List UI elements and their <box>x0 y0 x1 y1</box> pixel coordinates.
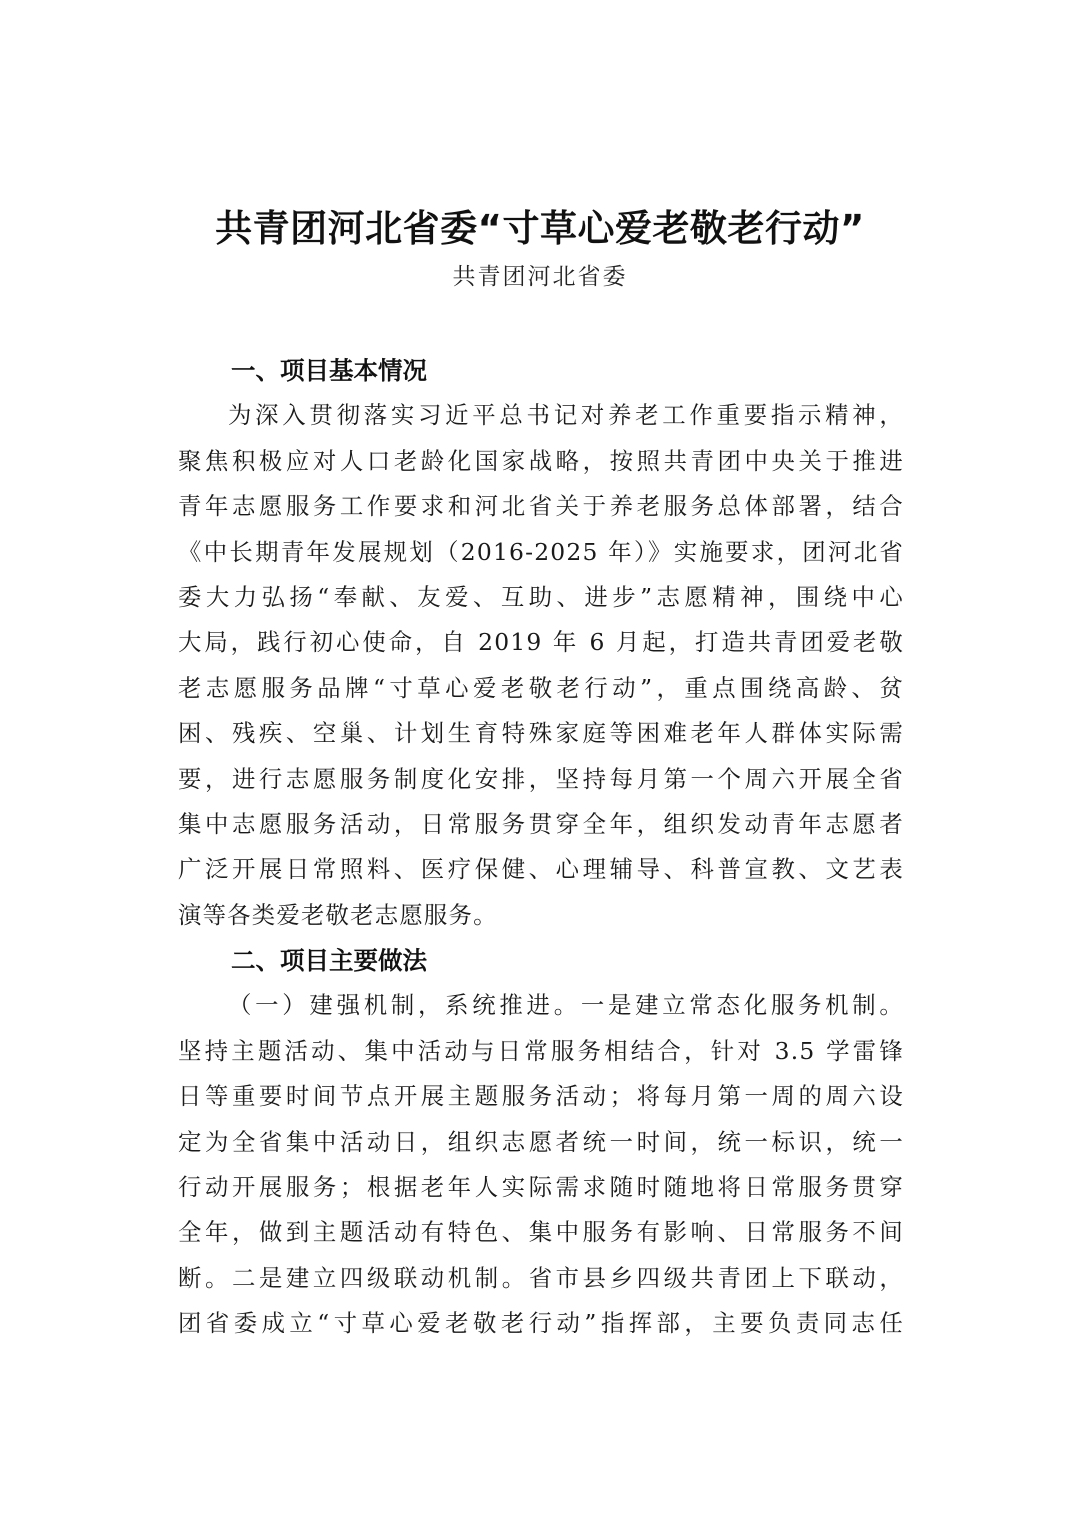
text-line: 青年志愿服务工作要求和河北省关于养老服务总体部署，结合 <box>178 492 904 521</box>
text-line: 困、残疾、空巢、计划生育特殊家庭等困难老年人群体实际需 <box>178 719 904 748</box>
section-1-paragraph <box>178 393 904 938</box>
text-line: 演等各类爱老敬老志愿服务。 <box>178 900 498 929</box>
document-body <box>178 348 904 1347</box>
text-line: 团省委成立“寸草心爱老敬老行动”指挥部，主要负责同志任 <box>178 1309 904 1338</box>
text-line: 定为全省集中活动日，组织志愿者统一时间，统一标识，统一 <box>178 1127 904 1156</box>
text-line: （一）建强机制，系统推进。一是建立常态化服务机制。 <box>228 991 904 1020</box>
section-heading-2: 二、项目主要做法 <box>231 946 427 976</box>
text-line: 日等重要时间节点开展主题服务活动；将每月第一周的周六设 <box>178 1082 904 1111</box>
text-line: 为深入贯彻落实习近平总书记对养老工作重要指示精神， <box>228 401 904 430</box>
text-line: 全年，做到主题活动有特色、集中服务有影响、日常服务不间 <box>178 1218 904 1247</box>
text-line: 老志愿服务品牌“寸草心爱老敬老行动”，重点围绕高龄、贫 <box>178 673 904 702</box>
text-line: 要，进行志愿服务制度化安排，坚持每月第一个周六开展全省 <box>178 764 904 793</box>
text-line: 广泛开展日常照料、医疗保健、心理辅导、科普宣教、文艺表 <box>178 855 904 884</box>
document-title: 共青团河北省委“寸草心爱老敬老行动” <box>215 207 865 250</box>
document-subtitle: 共青团河北省委 <box>452 264 628 290</box>
text-line: 大局，践行初心使命，自 2019 年 6 月起，打造共青团爱老敬 <box>178 628 904 657</box>
text-line: 《中长期青年发展规划（2016-2025 年）》实施要求，团河北省 <box>178 537 904 566</box>
text-line: 坚持主题活动、集中活动与日常服务相结合，针对 3.5 学雷锋 <box>178 1036 904 1065</box>
text-line: 聚焦积极应对人口老龄化国家战略，按照共青团中央关于推进 <box>178 446 904 475</box>
text-line: 集中志愿服务活动，日常服务贯穿全年，组织发动青年志愿者 <box>178 809 904 838</box>
text-line: 断。二是建立四级联动机制。省市县乡四级共青团上下联动， <box>178 1263 904 1292</box>
section-heading-1: 一、项目基本情况 <box>231 356 427 385</box>
section-2-paragraph <box>178 983 904 1346</box>
text-line: 行动开展服务；根据老年人实际需求随时随地将日常服务贯穿 <box>178 1173 904 1202</box>
text-line: 委大力弘扬“奉献、友爱、互助、进步”志愿精神，围绕中心 <box>178 582 904 611</box>
